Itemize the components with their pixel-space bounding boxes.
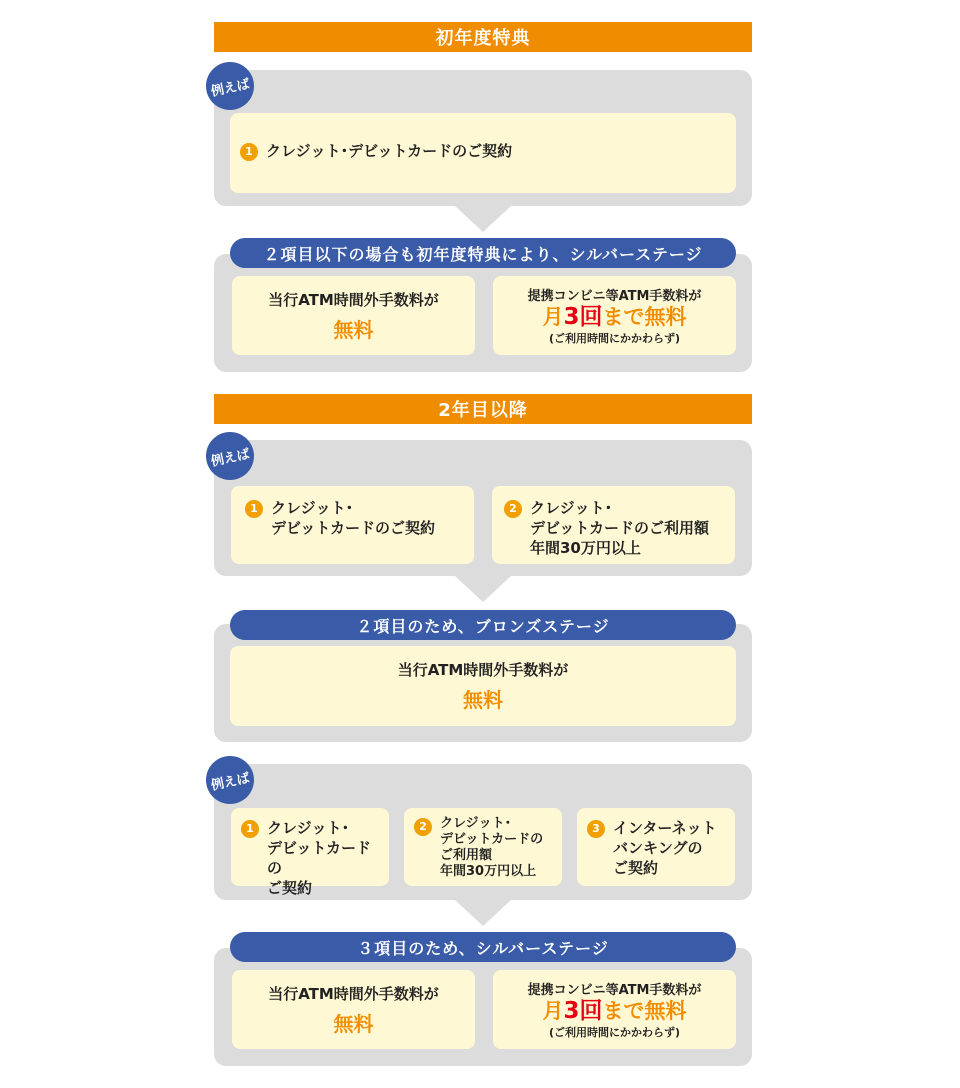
benefit-note: (ご利用時間にかかわらず) (548, 1026, 681, 1039)
benefit-label: 提携コンビニ等ATM手数料が (527, 289, 702, 304)
condition-text: クレジット･ デビットカードの ご利用額 年間30万円以上 (440, 816, 544, 879)
number-icon: 1 (245, 500, 263, 518)
example-badge: 例えば (202, 752, 259, 809)
example-badge: 例えば (202, 428, 259, 485)
benefit-card (230, 646, 736, 726)
down-arrow-icon (455, 576, 511, 602)
benefit-value: 月3回まで無料 (542, 998, 687, 1024)
condition-card (577, 808, 735, 886)
condition-card (404, 808, 562, 886)
benefit-value: 月3回まで無料 (542, 304, 687, 330)
number-icon: 1 (240, 143, 258, 161)
down-arrow-icon (455, 206, 511, 232)
condition-item (241, 818, 385, 898)
benefit-card (232, 970, 475, 1049)
condition-text: クレジット･ デビットカードのご利用額 年間30万円以上 (530, 499, 709, 557)
benefit-value: 無料 (333, 317, 374, 342)
benefit-card (493, 970, 736, 1049)
number-icon: 2 (414, 818, 432, 836)
condition-item (414, 816, 558, 880)
condition-item (504, 498, 729, 558)
condition-card (231, 486, 474, 564)
condition-card (230, 113, 736, 193)
benefit-value: 無料 (333, 1011, 374, 1036)
condition-text: クレジット･ デビットカードのご契約 (271, 499, 435, 537)
benefit-card (493, 276, 736, 355)
condition-item (587, 818, 731, 878)
benefit-label: 当行ATM時間外手数料が (268, 984, 439, 1003)
number-icon: 2 (504, 500, 522, 518)
benefit-label: 当行ATM時間外手数料が (397, 661, 569, 679)
condition-item (245, 498, 464, 538)
benefit-value: 無料 (463, 688, 503, 712)
benefit-label: 当行ATM時間外手数料が (268, 290, 439, 309)
stage-title: ３項目のため、シルバーステージ (230, 932, 736, 962)
stage-title: ２項目以下の場合も初年度特典により、シルバーステージ (230, 238, 736, 268)
section-header-second-year: 2年目以降 (214, 394, 752, 424)
benefit-note: (ご利用時間にかかわらず) (548, 332, 681, 345)
condition-text: クレジット･ デビットカードの ご契約 (267, 819, 371, 897)
down-arrow-icon (455, 900, 511, 926)
example-badge: 例えば (202, 58, 259, 115)
condition-text: インターネット バンキングの ご契約 (613, 819, 717, 877)
section-header-first-year: 初年度特典 (214, 22, 752, 52)
benefit-label: 提携コンビニ等ATM手数料が (527, 983, 702, 998)
benefit-card (232, 276, 475, 355)
condition-card (492, 486, 735, 564)
condition-card (231, 808, 389, 897)
condition-item (240, 141, 726, 161)
condition-text: クレジット･デビットカードのご契約 (266, 142, 513, 160)
number-icon: 1 (241, 820, 259, 838)
number-icon: 3 (587, 820, 605, 838)
stage-title: ２項目のため、ブロンズステージ (230, 610, 736, 640)
